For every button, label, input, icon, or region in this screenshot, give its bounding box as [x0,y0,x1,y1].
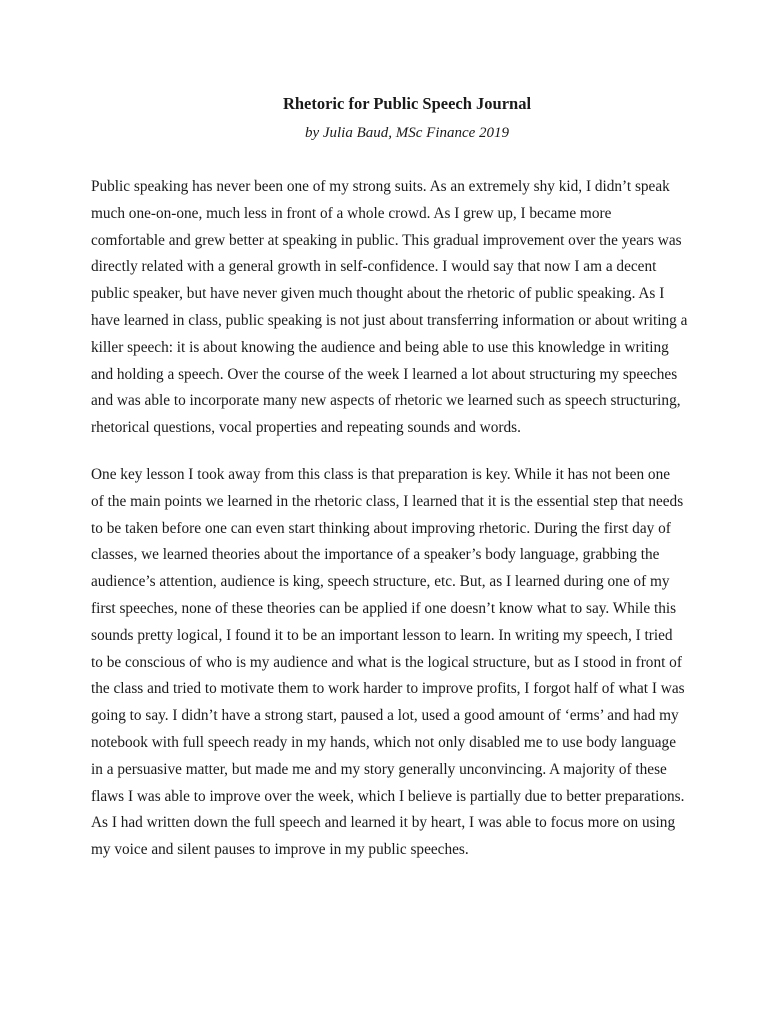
paragraph-line: going to say. I didn’t have a strong start, paused a lot, used a good amount of ‘erms’ and had my [91,707,679,725]
paragraph-line: directly related with a general growth in self-confidence. I would say that now I am a decent [91,258,657,276]
paragraph-line: to be conscious of who is my audience and what is the logical structure, but as I stood in front of [91,653,682,671]
paragraph-line: One key lesson I took away from this class is that preparation is key. While it has not been one [91,466,671,483]
paragraph-line: first speeches, none of these theories can be applied if one doesn’t know what to say. While this [91,599,677,617]
paragraph [91,462,691,864]
paragraph-line: public speaker, but have never given much thought about the rhetoric of public speaking. As I [91,285,665,303]
paragraph-line: much one-on-one, much less in front of a whole crowd. As I grew up, I became more [91,204,612,222]
paragraph-line: classes, we learned theories about the importance of a speaker’s body language, grabbing the [91,546,660,564]
paragraph-line: of the main points we learned in the rhetoric class, I learned that it is the essential step that needs [91,492,684,510]
paragraph-line: my voice and silent pauses to improve in my public speeches. [91,841,469,859]
paragraph-line: and was able to incorporate many new aspects of rhetoric we learned such as speech structuring, [91,392,681,410]
paragraph-line: to be taken before one can even start thinking about improving rhetoric. During the first day of [91,519,671,537]
paragraph-line: killer speech: it is about knowing the audience and being able to use this knowledge in writing [91,338,669,356]
author-byline: by Julia Baud, MSc Finance 2019 [304,125,510,141]
paragraph-line: and holding a speech. Over the course of the week I learned a lot about structuring my speeches [91,365,678,383]
paragraph-line: Public speaking has never been one of my strong suits. As an extremely shy kid, I didn’t speak [91,178,670,195]
paragraph-line: audience’s attention, audience is king, speech structure, etc. But, as I learned during one of my [91,573,670,591]
paragraph-line: rhetorical questions, vocal properties and repeating sounds and words. [91,419,521,437]
paragraph [91,174,691,442]
paragraph-line: the class and tried to motivate them to work harder to improve profits, I forgot half of what I was [91,680,685,698]
paragraph-line: flaws I was able to improve over the week, which I believe is partially due to better preparations. [91,787,685,805]
paragraph-line: in a persuasive matter, but made me and my story generally unconvincing. A majority of these [91,760,667,778]
document-title: Rhetoric for Public Speech Journal [282,94,532,113]
paragraph-line: have learned in class, public speaking is not just about transferring information or about writing a [91,311,688,329]
paragraph-line: sounds pretty logical, I found it to be an important lesson to learn. In writing my speech, I tried [91,626,673,644]
paragraph-line: comfortable and grew better at speaking in public. This gradual improvement over the years was [91,231,682,249]
paragraph-line: notebook with full speech ready in my hands, which not only disabled me to use body language [91,733,676,751]
paragraph-line: As I had written down the full speech and learned it by heart, I was able to focus more on using [91,814,676,832]
